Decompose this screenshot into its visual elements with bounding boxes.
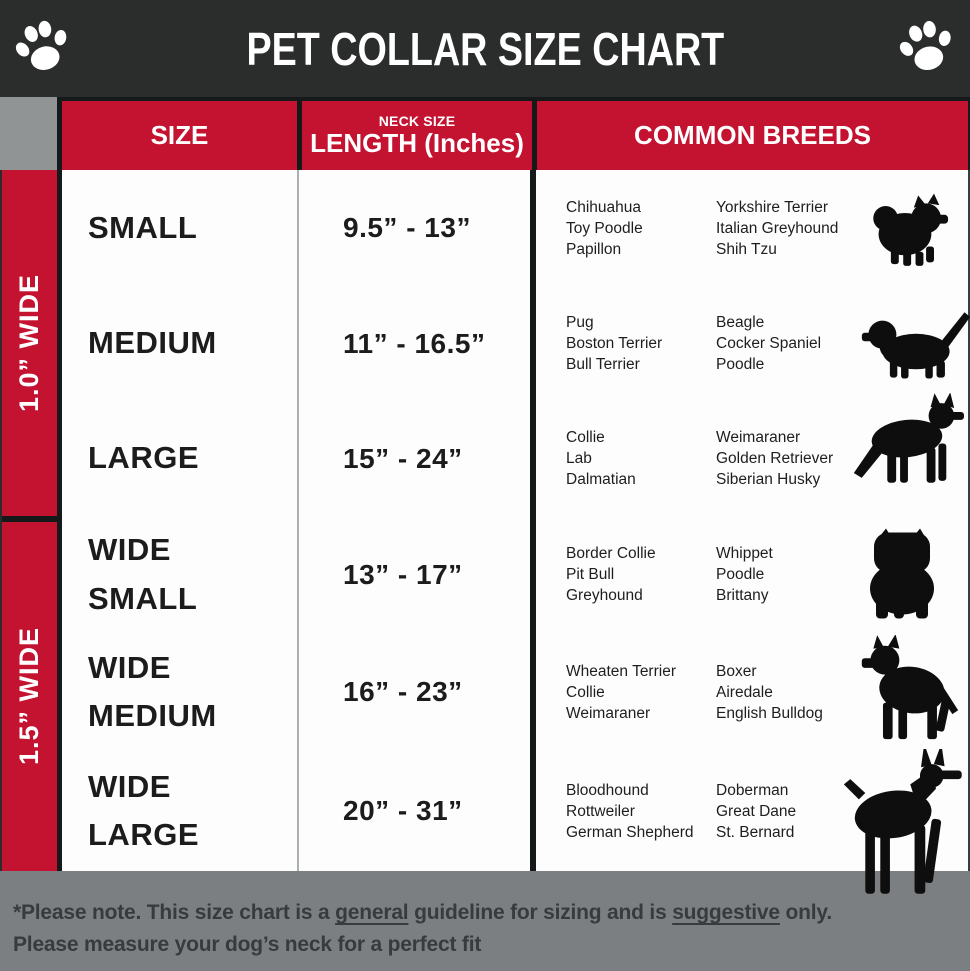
breed-name: Collie xyxy=(566,429,605,446)
footnote-text: guideline for sizing and is xyxy=(408,901,673,924)
breed-name: Whippet xyxy=(716,545,773,562)
table-row-wide-small-size-cell xyxy=(62,516,299,633)
breed-name: Golden Retriever xyxy=(716,450,834,467)
group-rail-1-5-inch-wide xyxy=(2,516,62,871)
length-value: 20” - 31” xyxy=(343,795,463,826)
footnote-line-2: Please measure your dog’s neck for a perfect fit xyxy=(13,933,482,956)
shepherd-dog-silhouette-icon xyxy=(846,393,964,489)
footnote-underlined-word: general xyxy=(335,901,409,924)
breed-name: Papillon xyxy=(566,240,622,258)
breed-name: German Shepherd xyxy=(566,823,694,841)
size-value: WIDE MEDIUM xyxy=(88,649,217,733)
table-row-wide-large-breeds-cell xyxy=(536,751,970,871)
breed-name: Weimaraner xyxy=(566,704,651,722)
breed-name: Boxer xyxy=(716,662,757,680)
table-header-row xyxy=(0,97,970,170)
table-row-wide-medium-length-cell xyxy=(299,633,536,751)
length-value: 11” - 16.5” xyxy=(343,327,486,359)
breed-name: St. Bernard xyxy=(716,823,795,841)
table-row-wide-large-size-cell xyxy=(62,751,299,871)
table-row-medium-breeds-cell xyxy=(536,286,970,401)
breed-name: Collie xyxy=(566,683,605,701)
breed-name: Poodle xyxy=(716,356,765,373)
group-rail-label: 1.0” WIDE xyxy=(14,273,44,413)
breed-name: Bloodhound xyxy=(566,781,649,799)
breed-name: Doberman xyxy=(716,781,789,799)
table-row-medium-size-cell xyxy=(62,286,299,401)
footnote-underlined-word: suggestive xyxy=(672,901,780,924)
breed-name: Greyhound xyxy=(566,587,643,604)
table-row-wide-large-length-cell xyxy=(299,751,536,871)
doberman-dog-silhouette-icon xyxy=(816,749,966,927)
size-value: MEDIUM xyxy=(88,325,217,361)
common-breeds-label: COMMON BREEDS xyxy=(634,120,871,150)
table-row-wide-medium-breeds-cell xyxy=(536,633,970,751)
column-header-common-breeds xyxy=(537,101,968,170)
breed-name: Bull Terrier xyxy=(566,356,640,373)
corner-spacer xyxy=(0,97,57,170)
breed-name: English Bulldog xyxy=(716,704,823,722)
length-value: 16” - 23” xyxy=(343,676,463,707)
size-value: WIDE SMALL xyxy=(88,532,198,616)
column-header-size-label: SIZE xyxy=(150,120,209,150)
length-inches-label: LENGTH (Inches) xyxy=(310,128,524,158)
size-value: SMALL xyxy=(88,209,198,245)
paw-print-icon xyxy=(890,10,961,84)
breed-name: Yorkshire Terrier xyxy=(716,198,828,216)
length-value: 13” - 17” xyxy=(343,558,463,590)
small-fluffy-dog-silhouette-icon xyxy=(868,188,956,268)
breed-name: Rottweiler xyxy=(566,802,635,820)
table-row-large-breeds-cell xyxy=(536,401,970,516)
table-row-small-breeds-cell xyxy=(536,170,970,286)
pitbull-dog-silhouette-icon xyxy=(856,635,962,747)
length-value: 9.5” - 13” xyxy=(343,212,471,243)
breed-name: Toy Poodle xyxy=(566,219,643,237)
group-rail-label: 1.5” WIDE xyxy=(14,627,44,766)
breed-name: Chihuahua xyxy=(566,198,641,216)
breed-name: Boston Terrier xyxy=(566,335,663,352)
breed-name: Shih Tzu xyxy=(716,240,777,258)
breed-name: Great Dane xyxy=(716,802,797,820)
breed-name: Italian Greyhound xyxy=(716,219,839,237)
breed-name: Poodle xyxy=(716,566,765,583)
breed-name: Pit Bull xyxy=(566,566,615,583)
footnote-text: only. xyxy=(779,901,832,924)
size-value: WIDE LARGE xyxy=(88,768,199,852)
paw-print-icon xyxy=(6,9,79,85)
column-header-size xyxy=(62,101,297,170)
table-row-wide-small-length-cell xyxy=(299,516,536,633)
breed-name: Airedale xyxy=(716,683,773,701)
table-row-small-size-cell xyxy=(62,170,299,286)
beagle-dog-silhouette-icon xyxy=(860,306,970,382)
breed-name: Weimaraner xyxy=(716,429,801,446)
breed-name: Pug xyxy=(566,314,594,331)
column-header-neck-length xyxy=(302,101,532,170)
breed-name: Cocker Spaniel xyxy=(716,335,822,352)
breed-name: Dalmatian xyxy=(566,471,636,488)
page-title: PET COLLAR SIZE CHART xyxy=(246,22,724,75)
breed-name: Beagle xyxy=(716,314,765,331)
breed-name: Lab xyxy=(566,450,592,467)
size-chart-table xyxy=(0,170,970,871)
table-row-wide-medium-size-cell xyxy=(62,633,299,751)
group-rail-1-inch-wide xyxy=(2,170,62,516)
breed-name: Brittany xyxy=(716,587,769,604)
table-row-medium-length-cell xyxy=(299,286,536,401)
table-row-wide-small-breeds-cell xyxy=(536,516,970,633)
breed-name: Siberian Husky xyxy=(716,471,821,488)
length-value: 15” - 24” xyxy=(343,442,463,474)
title-bar xyxy=(0,0,970,97)
size-value: LARGE xyxy=(88,440,199,476)
table-row-large-length-cell xyxy=(299,401,536,516)
breed-name: Wheaten Terrier xyxy=(566,662,676,680)
neck-size-label: NECK SIZE xyxy=(378,113,456,129)
table-row-large-size-cell xyxy=(62,401,299,516)
footnote-text: *Please note. This size chart is a xyxy=(13,901,336,924)
breed-name: Border Collie xyxy=(566,545,656,562)
bulldog-silhouette-icon xyxy=(856,526,946,622)
table-row-small-length-cell xyxy=(299,170,536,286)
